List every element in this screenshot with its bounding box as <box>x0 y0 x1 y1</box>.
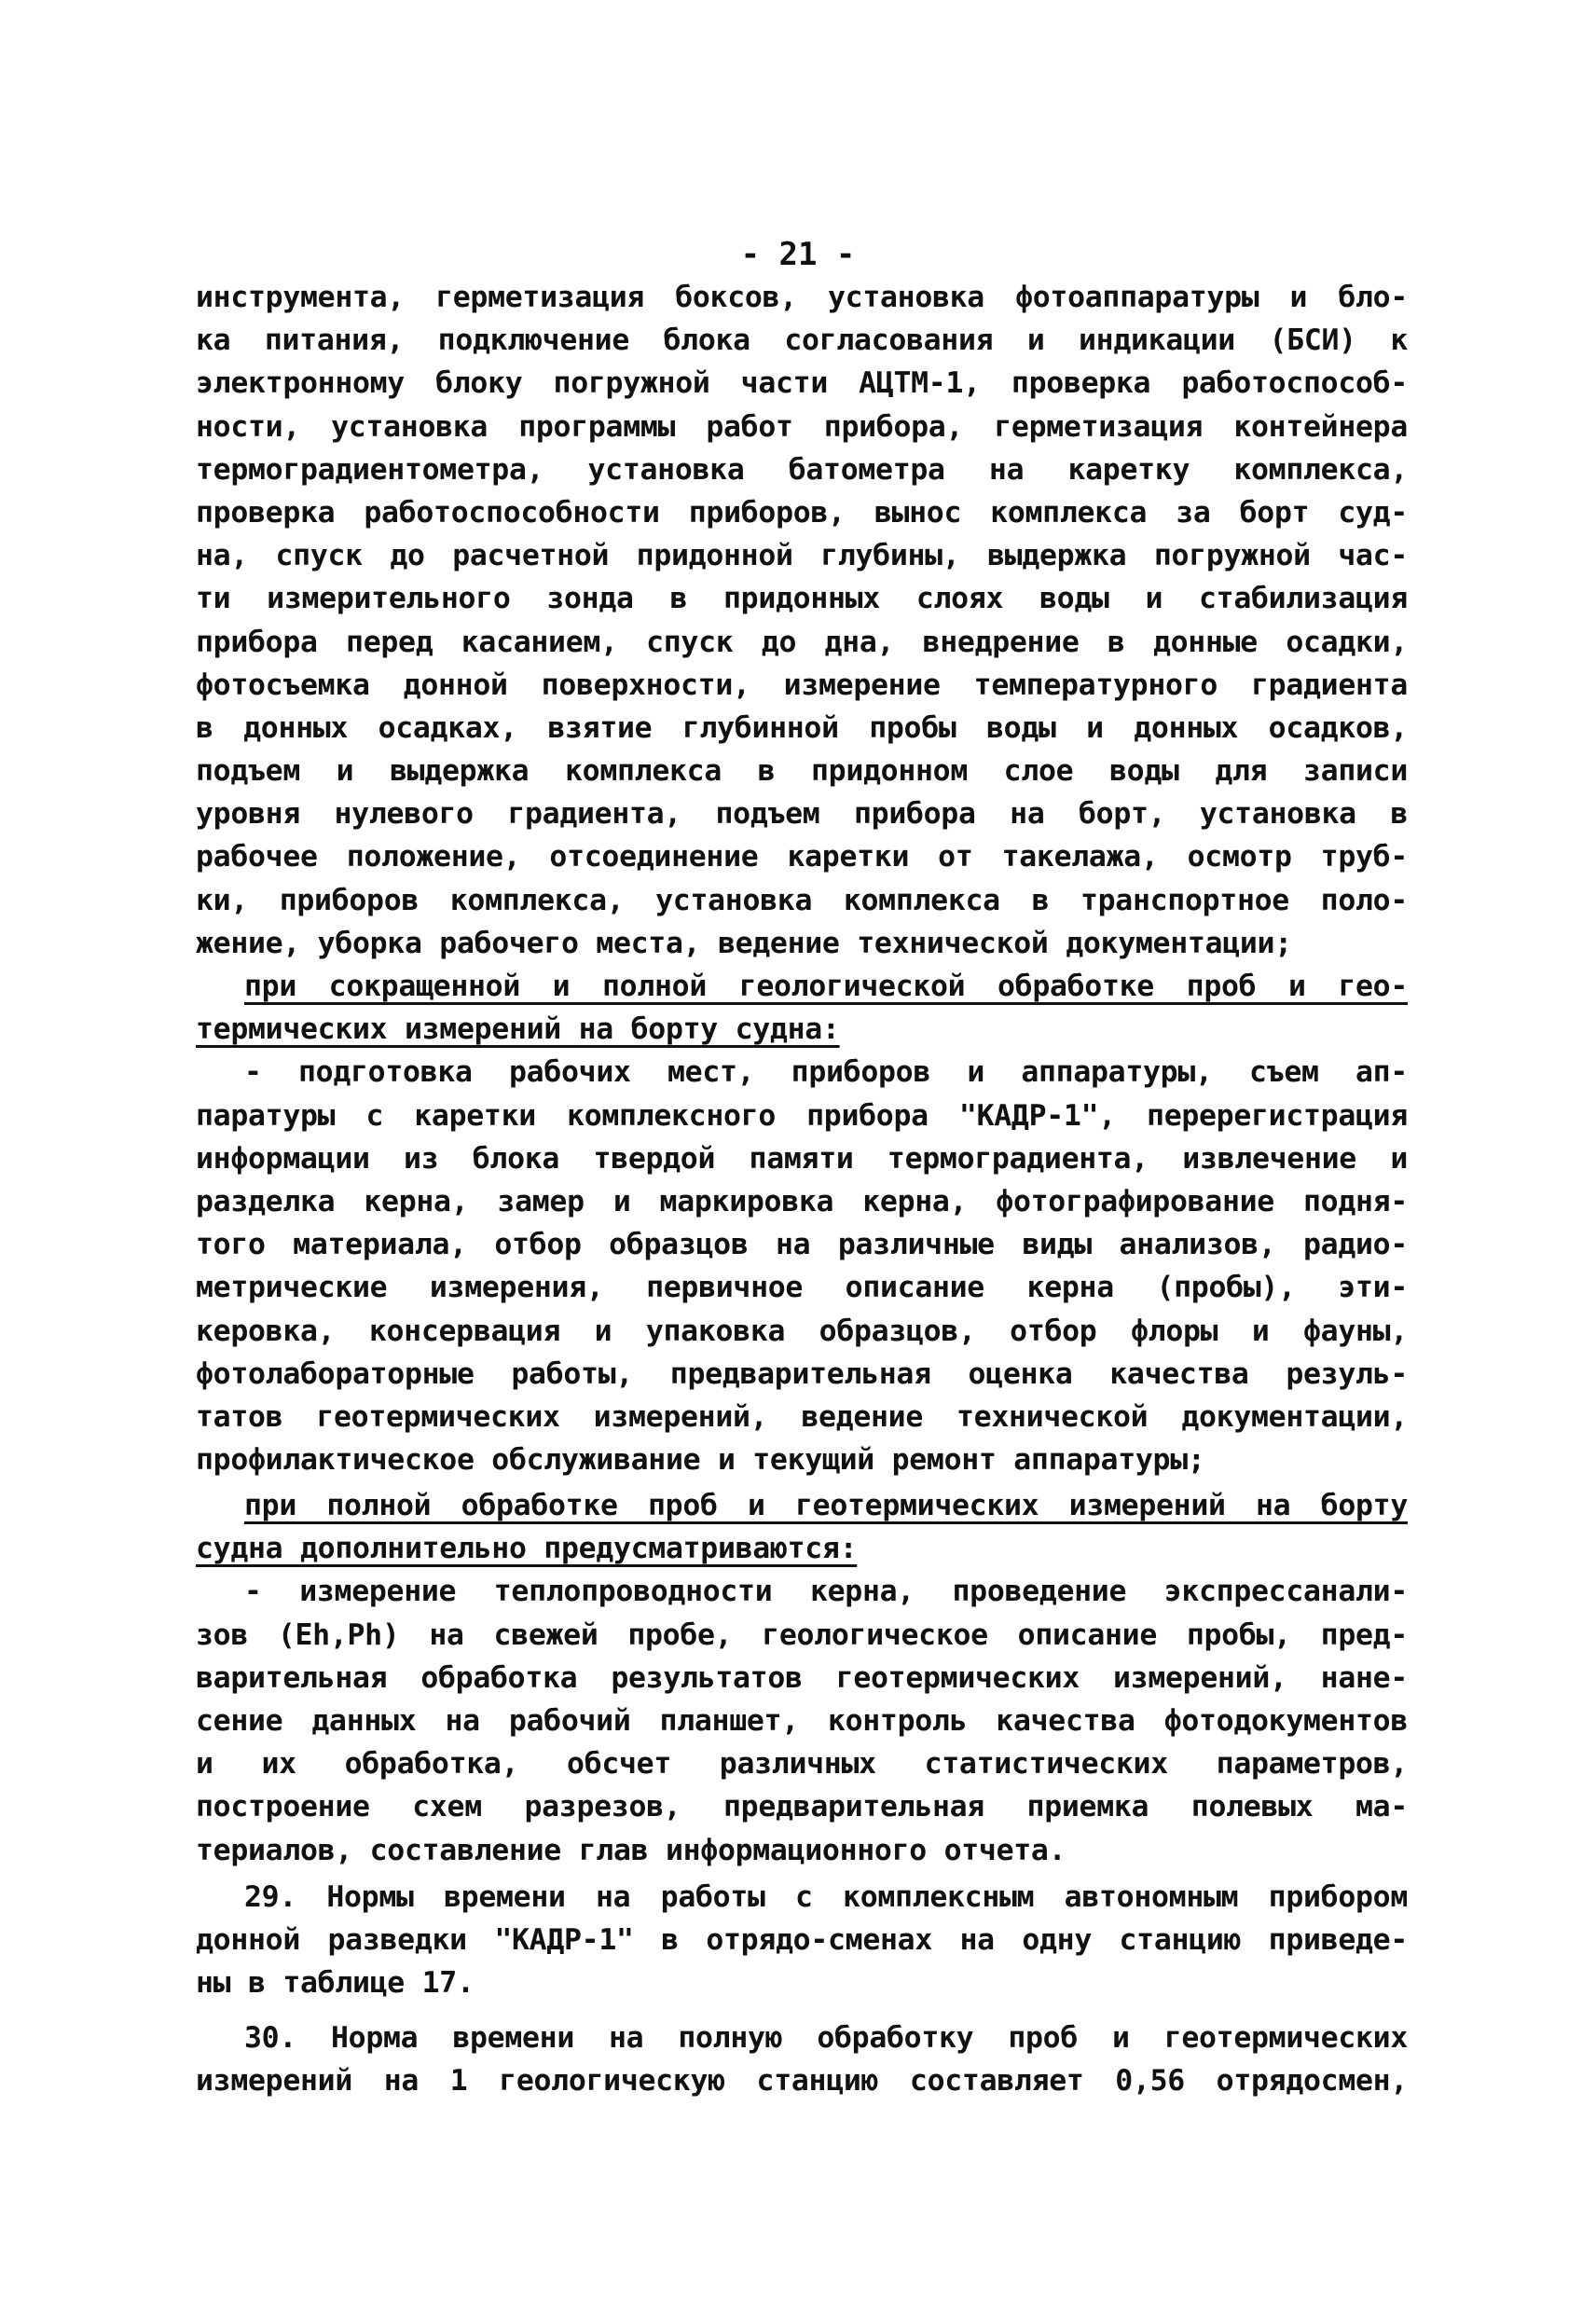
text-line: ти измерительного зонда в придонных слоях воды и стабилизация <box>196 582 1408 616</box>
text-line: жение, уборка рабочего места, ведение технической документации; <box>196 926 1292 960</box>
text-line: ка питания, подключение блока согласования и индикации (БСИ) к <box>196 323 1408 358</box>
section-reduced <box>196 965 1408 1481</box>
text-line: проверка работоспособности приборов, вынос комплекса за борт суд- <box>196 495 1408 530</box>
text-line: разделка керна, замер и маркировка керна, фотографирование подня- <box>196 1184 1408 1218</box>
page-number: - 21 - <box>740 236 856 273</box>
text-line: ности, установка программы работ прибора, герметизация контейнера <box>196 409 1408 444</box>
text-line: в донных осадках, взятие глубинной пробы воды и донных осадков, <box>196 710 1408 745</box>
section-heading-text: при полной обработке проб и геотермических измерений на борту <box>244 1489 1408 1522</box>
text-line: керовка, консервация и упаковка образцов, отбор флоры и фауны, <box>196 1314 1408 1348</box>
text-line: териалов, составление глав информационного отчета. <box>196 1833 1066 1867</box>
text-line: паратуры с каретки комплексного прибора "КАДР-1", перерегистрация <box>196 1098 1408 1133</box>
paragraph-29 <box>196 1876 1408 2005</box>
section-heading-text: судна дополнительно предусматриваются: <box>196 1532 858 1566</box>
text-line: 30. Норма времени на полную обработку проб и геотермических <box>244 2021 1408 2055</box>
text-line: измерений на 1 геологическую станцию составляет 0,56 отрядосмен, <box>196 2064 1408 2099</box>
text-line: электронному блоку погружной части АЦТМ-1, проверка работоспособ- <box>196 366 1408 401</box>
text-line: рабочее положение, отсоединение каретки от такелажа, осмотр труб- <box>196 840 1408 874</box>
section-heading-text: термических измерений на борту судна: <box>196 1012 840 1047</box>
section-heading-line <box>196 965 1408 1008</box>
intro-paragraph <box>196 276 1408 965</box>
text-line: зов (Eh,Ph) на свежей пробе, геологическое описание пробы, пред- <box>196 1617 1408 1652</box>
text-line: фотосъемка донной поверхности, измерение температурного градиента <box>196 667 1408 702</box>
text-line: татов геотермических измерений, ведение технической документации, <box>196 1399 1408 1434</box>
text-line: профилактическое обслуживание и текущий ремонт аппаратуры; <box>196 1443 1205 1478</box>
text-line: того материала, отбор образцов на различные виды анализов, радио- <box>196 1228 1408 1262</box>
text-line: донной разведки "КАДР-1" в отрядо-сменах на одну станцию приведе- <box>196 1923 1408 1958</box>
text-line: фотолабораторные работы, предварительная оценка качества резуль- <box>196 1356 1408 1391</box>
text-line: - измерение теплопроводности керна, проведение экспрессанали- <box>244 1575 1408 1609</box>
text-line: метрические измерения, первичное описание керна (пробы), эти- <box>196 1271 1408 1305</box>
text-line: и их обработка, обсчет различных статистических параметров, <box>196 1747 1408 1782</box>
text-line: уровня нулевого градиента, подъем прибора на борт, установка в <box>196 797 1408 832</box>
text-line: - подготовка рабочих мест, приборов и аппаратуры, съем ап- <box>244 1055 1408 1090</box>
section-full <box>196 1484 1408 1872</box>
text-line: ны в таблице 17. <box>196 1966 475 2001</box>
text-line: термоградиентометра, установка батометра на каретку комплекса, <box>196 452 1408 487</box>
text-line: инструмента, герметизация боксов, установка фотоаппаратуры и бло- <box>196 281 1408 314</box>
text-line: на, спуск до расчетной придонной глубины, выдержка погружной час- <box>196 539 1408 573</box>
text-line: 29. Нормы времени на работы с комплексным автономным прибором <box>244 1880 1408 1914</box>
text-line: информации из блока твердой памяти термоградиента, извлечение и <box>196 1141 1408 1176</box>
paragraph-30 <box>196 2016 1408 2102</box>
section-heading-line <box>196 1527 1408 1570</box>
section-heading-line <box>196 1008 1408 1051</box>
text-line: построение схем разрезов, предварительная приемка полевых ма- <box>196 1790 1408 1824</box>
text-line: сение данных на рабочий планшет, контроль качества фотодокументов <box>196 1703 1408 1738</box>
text-line: варительная обработка результатов геотермических измерений, нане- <box>196 1660 1408 1695</box>
text-line: ки, приборов комплекса, установка комплекса в транспортное поло- <box>196 883 1408 917</box>
section-heading-text: при сокращенной и полной геологической обработке проб и гео- <box>244 970 1408 1003</box>
section-heading-line <box>196 1484 1408 1527</box>
text-line: подъем и выдержка комплекса в придонном слое воды для записи <box>196 754 1408 789</box>
text-line: прибора перед касанием, спуск до дна, внедрение в донные осадки, <box>196 625 1408 659</box>
